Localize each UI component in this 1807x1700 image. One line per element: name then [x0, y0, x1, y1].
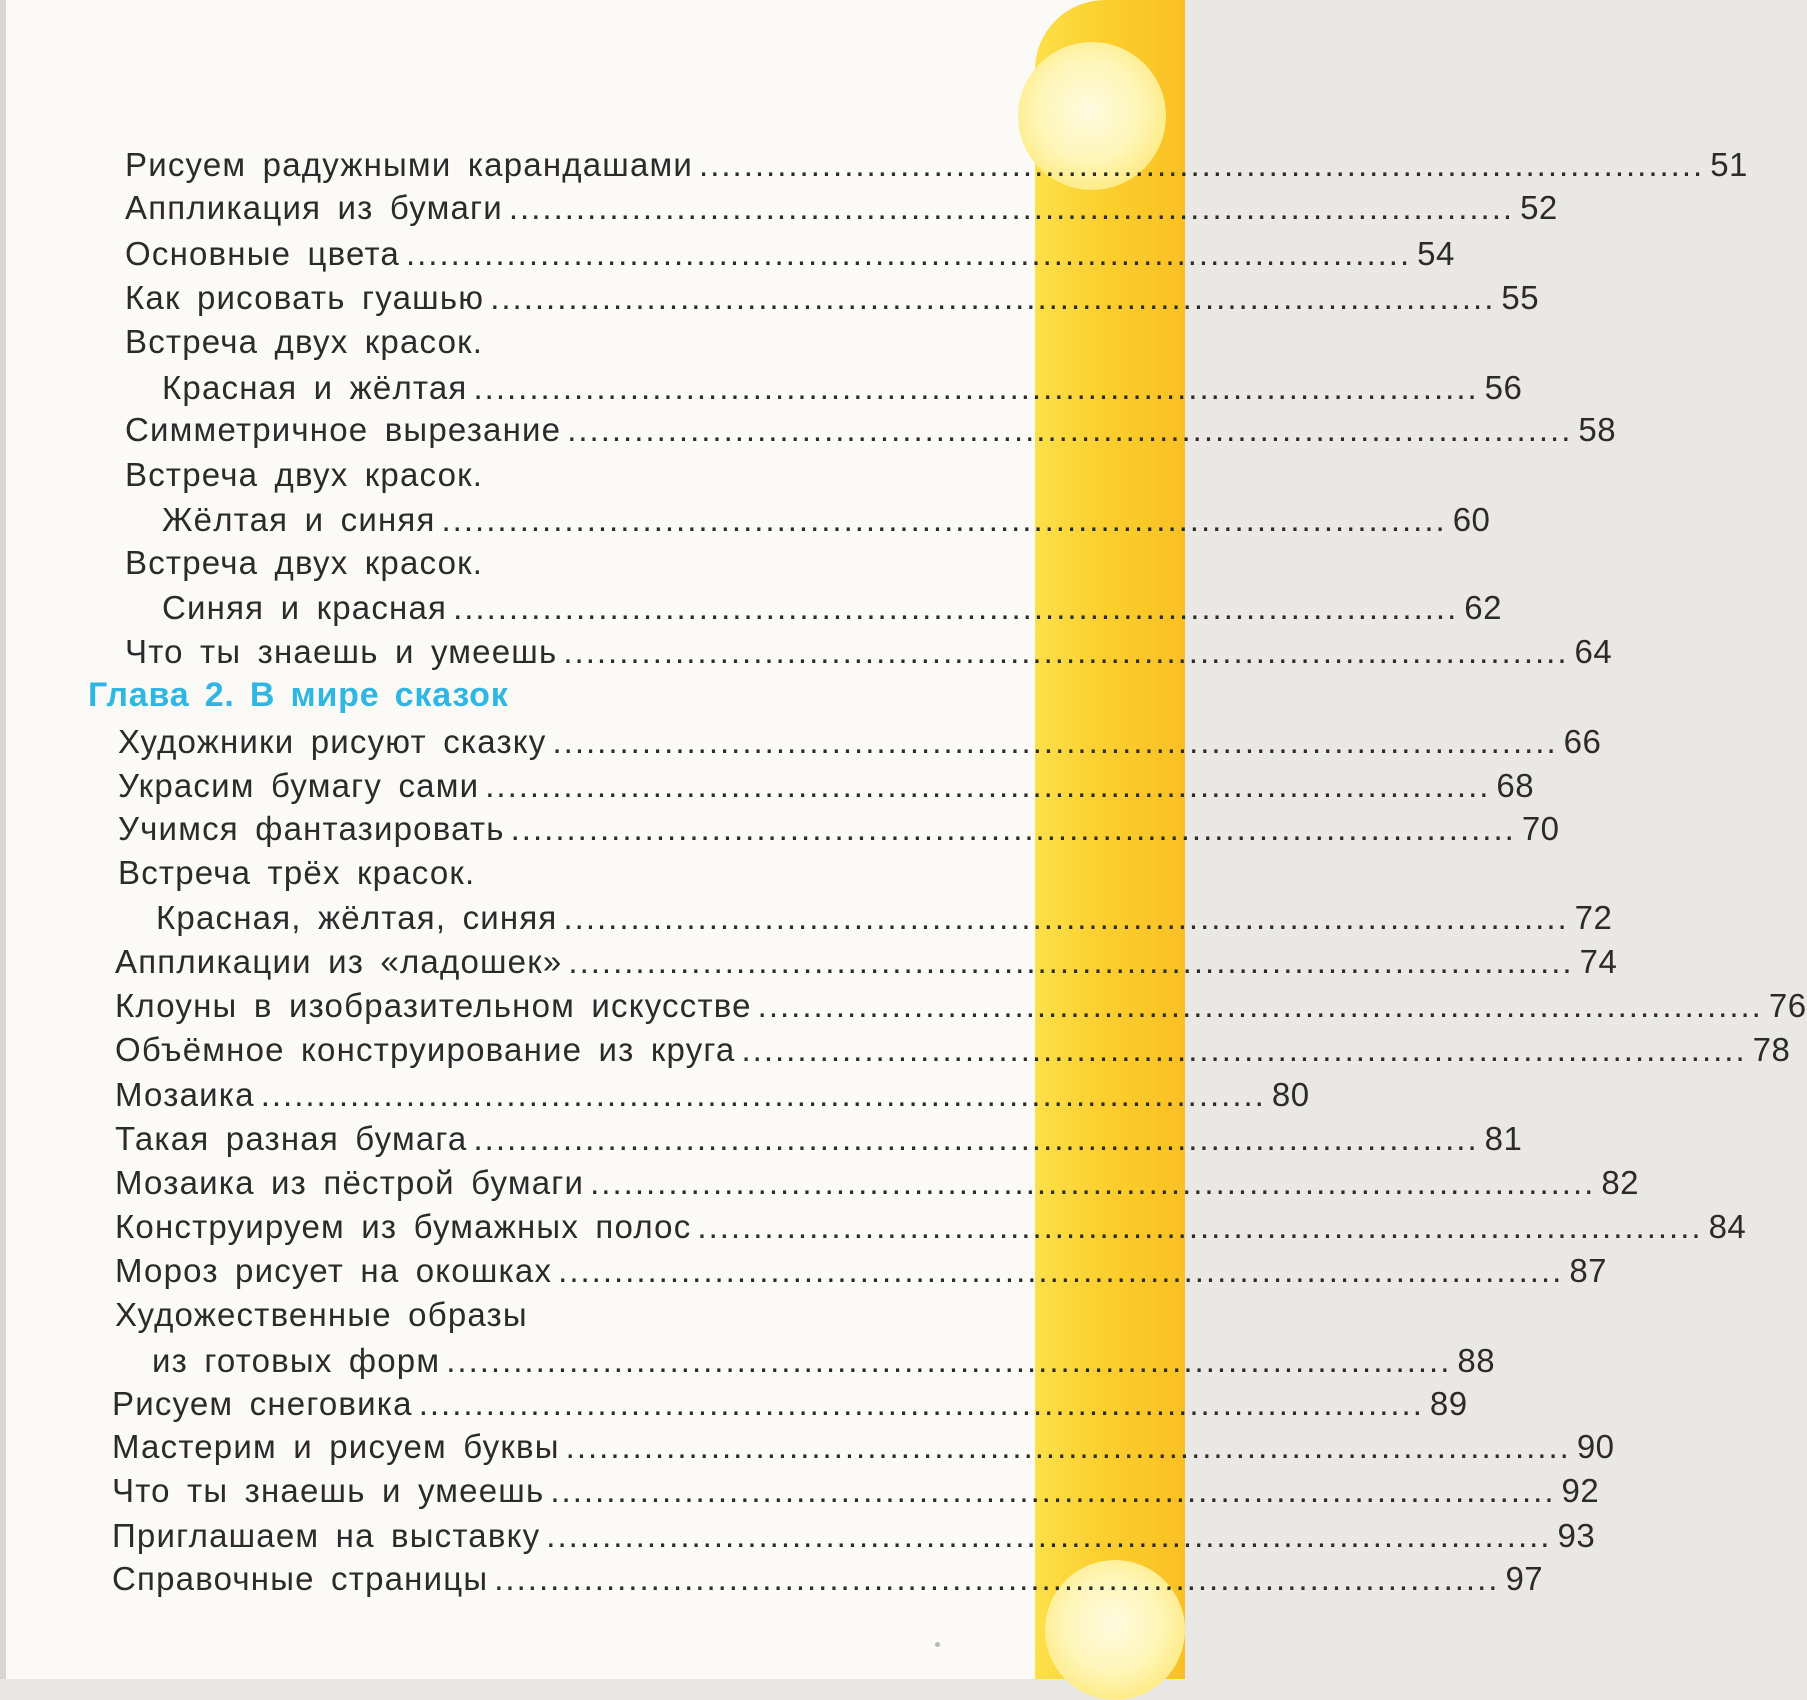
- toc-entry-page: 62: [1464, 589, 1502, 626]
- toc-entry-title: Красная, жёлтая, синяя: [156, 899, 558, 936]
- toc-entry: [115, 1251, 1608, 1291]
- toc-entry-leader: ..........................................................................................: [546, 1517, 1552, 1554]
- toc-entry: [152, 1341, 1496, 1381]
- toc-entry-title: Мороз рисует на окошках: [115, 1252, 553, 1289]
- toc-entry-leader: ..........................................................................................: [563, 633, 1569, 670]
- toc-entry-leader: ..........................................................................................: [485, 767, 1491, 804]
- toc-entry-page: 66: [1563, 723, 1602, 760]
- toc-entry-page: 82: [1601, 1164, 1640, 1201]
- toc-entry-title: Учимся фантазировать: [118, 810, 505, 847]
- toc-entry-leader: ..........................................................................................: [510, 810, 1516, 847]
- toc-entry-leader: ..........................................................................................: [508, 189, 1515, 226]
- toc-entry-title: Клоуны в изобразительном искусстве: [115, 987, 752, 1024]
- toc-entry-page: 80: [1271, 1076, 1310, 1113]
- toc-entry-page: 51: [1710, 146, 1748, 183]
- toc-entry-title: Красная и жёлтая: [162, 369, 468, 406]
- toc-entry-title: Аппликации из «ладошек»: [115, 943, 563, 980]
- toc-entry-title: из готовых форм: [152, 1342, 441, 1379]
- toc-entry: [125, 188, 1558, 228]
- toc-entry: [118, 809, 1560, 849]
- toc-entry-page: 81: [1484, 1120, 1523, 1157]
- toc-entry-leader: ..........................................................................................: [446, 1342, 1452, 1379]
- toc-entry-leader: ..........................................................................................: [473, 369, 1479, 406]
- toc-entry-page: 60: [1452, 501, 1491, 538]
- toc-entry-leader: ..........................................................................................: [552, 723, 1558, 760]
- toc-entry-leader: ..........................................................................................: [441, 501, 1447, 538]
- toc-entry: [125, 145, 1748, 185]
- toc-entry-leader: ..........................................................................................: [757, 987, 1763, 1024]
- toc-entry: [162, 500, 1491, 540]
- toc-entry: [112, 1559, 1544, 1599]
- toc-entry-page: 97: [1505, 1560, 1544, 1597]
- toc-entry: [118, 722, 1602, 762]
- toc-entry-title: Приглашаем на выставку: [112, 1517, 541, 1554]
- toc-entry: [115, 1119, 1523, 1159]
- toc-entry: [162, 368, 1523, 408]
- toc-entry: [156, 898, 1613, 938]
- toc-entry-page: 78: [1752, 1031, 1791, 1068]
- toc-entry-heading: [115, 1295, 1035, 1335]
- chapter-heading: Глава 2. В мире сказок: [88, 676, 509, 714]
- toc-entry-leader: ..........................................................................................: [565, 1428, 1571, 1465]
- toc-entry-title: Симметричное вырезание: [125, 411, 562, 448]
- toc-entry-leader: ..........................................................................................: [741, 1031, 1747, 1068]
- toc-entry: [115, 1207, 1747, 1247]
- toc-entry-leader: ..........................................................................................: [567, 411, 1573, 448]
- toc-entry-title: Объёмное конструирование из круга: [115, 1031, 736, 1068]
- toc-entry-page: 56: [1484, 369, 1523, 406]
- toc-entry-page: 90: [1576, 1428, 1615, 1465]
- toc-entry-page: 58: [1578, 411, 1617, 448]
- toc-entry-page: 92: [1561, 1472, 1600, 1509]
- toc-entry-leader: ..........................................................................................: [697, 1208, 1703, 1245]
- toc-entry-title: Жёлтая и синяя: [162, 501, 436, 538]
- toc-entry-title: Рисуем снеговика: [112, 1385, 413, 1422]
- toc-entry-title: Что ты знаешь и умеешь: [125, 633, 558, 670]
- toc-entry: [115, 942, 1618, 982]
- toc-entry-page: 52: [1520, 189, 1558, 226]
- toc-entry: [118, 766, 1535, 806]
- toc-entry-page: 89: [1429, 1385, 1468, 1422]
- toc-entry-leader: ..........................................................................................: [490, 279, 1496, 316]
- toc-entry-page: 88: [1457, 1342, 1496, 1379]
- toc-entry-title: Встреча трёх красок.: [118, 854, 476, 891]
- toc-entry-leader: ..........................................................................................: [550, 1472, 1556, 1509]
- toc-entry-page: 70: [1521, 810, 1560, 847]
- toc-entry-leader: ..........................................................................................: [473, 1120, 1479, 1157]
- toc-entry-page: 54: [1417, 235, 1455, 272]
- toc-entry: [125, 410, 1617, 450]
- toc-entry-leader: ..........................................................................................: [418, 1385, 1424, 1422]
- toc-entry-heading: [125, 455, 1035, 495]
- toc-entry-leader: ..........................................................................................: [494, 1560, 1500, 1597]
- toc-entry: [112, 1516, 1596, 1556]
- toc-entry-title: Художники рисуют сказку: [118, 723, 547, 760]
- toc-entry-title: Конструируем из бумажных полос: [115, 1208, 692, 1245]
- toc-entry-title: Что ты знаешь и умеешь: [112, 1472, 545, 1509]
- toc-entry-heading: [125, 543, 1035, 583]
- toc-entry-title: Мозаика: [115, 1076, 255, 1113]
- toc-entry: [162, 588, 1502, 628]
- toc-entry-page: 87: [1569, 1252, 1608, 1289]
- toc-entry: [112, 1427, 1615, 1467]
- toc-entry: [112, 1384, 1468, 1424]
- toc-entry-leader: ..........................................................................................: [405, 235, 1412, 272]
- toc-entry-leader: ..........................................................................................: [568, 943, 1574, 980]
- toc-entry-title: Украсим бумагу сами: [118, 767, 480, 804]
- toc-entry-leader: ..........................................................................................: [590, 1164, 1596, 1201]
- toc-entry-title: Справочные страницы: [112, 1560, 489, 1597]
- toc-entry-page: 93: [1557, 1517, 1596, 1554]
- toc-entry-heading: [125, 322, 1035, 362]
- toc-entry-page: 72: [1574, 899, 1613, 936]
- toc-entry-leader: ..........................................................................................: [699, 146, 1705, 183]
- toc-entry-page: 64: [1574, 633, 1613, 670]
- toc-entry-page: 76: [1768, 987, 1807, 1024]
- toc-entry-page: 68: [1496, 767, 1535, 804]
- toc-entry-heading: [118, 853, 1035, 893]
- toc-entry-page: 55: [1501, 279, 1540, 316]
- toc-entry: [125, 234, 1455, 274]
- toc-entry-title: Художественные образы: [115, 1296, 528, 1333]
- toc-entry-title: Встреча двух красок.: [125, 323, 484, 360]
- toc-entry: [125, 278, 1540, 318]
- toc-entry-leader: ..........................................................................................: [558, 1252, 1564, 1289]
- toc-entry-title: Как рисовать гуашью: [125, 279, 485, 316]
- toc-entry: [115, 1030, 1791, 1070]
- toc-entry-page: 74: [1579, 943, 1618, 980]
- toc-entry: [112, 1471, 1600, 1511]
- toc-entry-title: Рисуем радужными карандашами: [125, 146, 694, 183]
- toc-entry-title: Мастерим и рисуем буквы: [112, 1428, 560, 1465]
- toc-entry-title: Аппликация из бумаги: [125, 189, 503, 226]
- toc-entry-leader: ..........................................................................................: [563, 899, 1569, 936]
- toc-entry: [115, 986, 1807, 1026]
- toc-entry-title: Мозаика из пёстрой бумаги: [115, 1164, 585, 1201]
- toc-entry-leader: ..........................................................................................: [453, 589, 1459, 626]
- toc-entry-title: Синяя и красная: [162, 589, 448, 626]
- toc-entry: [115, 1163, 1640, 1203]
- toc-entry-leader: ..........................................................................................: [260, 1076, 1266, 1113]
- toc-entry-title: Встреча двух красок.: [125, 544, 484, 581]
- toc-entry: [115, 1075, 1310, 1115]
- toc-entry-title: Встреча двух красок.: [125, 456, 484, 493]
- toc-entry-title: Такая разная бумага: [115, 1120, 468, 1157]
- toc-entry: [125, 632, 1613, 672]
- toc-entry-title: Основные цвета: [125, 235, 400, 272]
- toc-entry-page: 84: [1708, 1208, 1747, 1245]
